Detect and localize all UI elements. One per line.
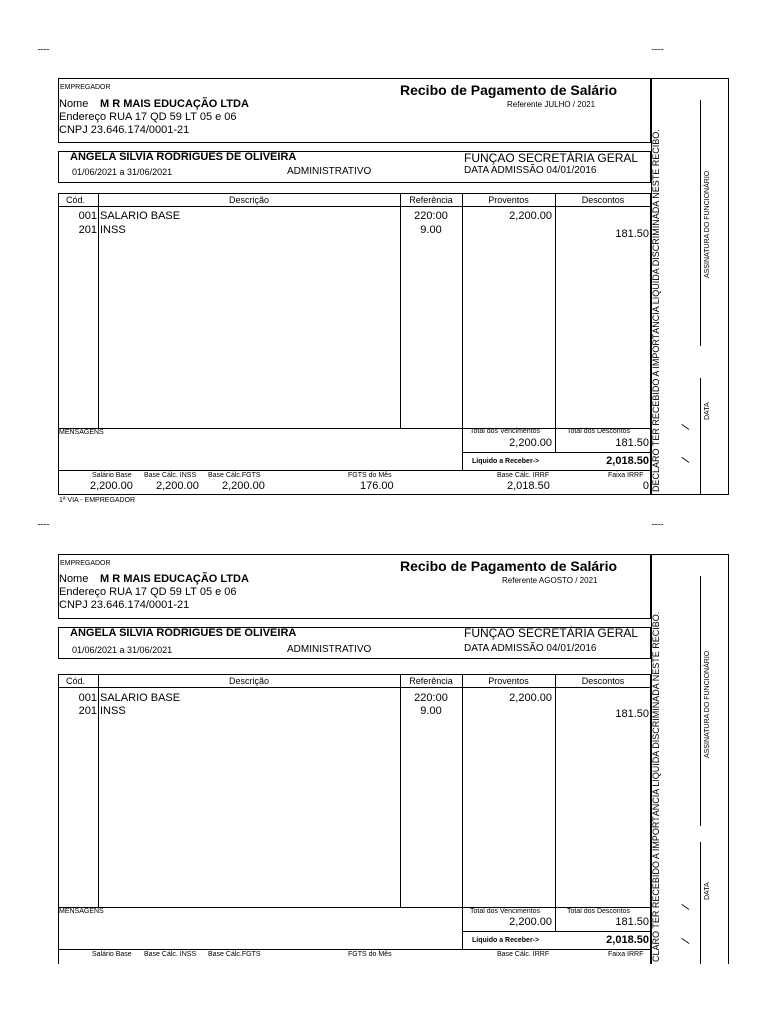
name-label: Nome <box>59 98 89 110</box>
inss-base-value: 2,200.00 <box>156 480 199 492</box>
inss-base-label: Base Cálc. INSS <box>144 472 197 479</box>
signature-label: ASSINATURA DO FUNCIONÁRIO <box>704 650 711 758</box>
declaration-text: DECLARO TER RECEBIDO A IMPORTÂNCIA LÍQUIDA DISCRIMINADA NESTE RECIBO. <box>651 129 661 492</box>
total-earnings-label: Total dos Vencimentos <box>470 428 541 435</box>
total-deductions-value: 181.50 <box>615 437 649 449</box>
row-deductions: 181.50 <box>615 228 649 240</box>
employer-label: EMPREGADOR <box>60 84 111 91</box>
row-reference: 220:00 <box>414 692 448 704</box>
employee-name: ANGELA SILVIA RODRIGUES DE OLIVEIRA <box>70 151 297 163</box>
col-deductions-header: Descontos <box>581 195 625 205</box>
col-earnings-header: Proventos <box>488 676 529 686</box>
total-earnings-value: 2,200.00 <box>509 916 552 928</box>
salary-base-label: Salário Base <box>92 951 132 958</box>
fgts-month-label: FGTS do Mês <box>348 472 392 479</box>
employer-label: EMPREGADOR <box>60 560 111 567</box>
row-reference: 9.00 <box>420 224 442 236</box>
pay-period: 01/06/2021 a 31/06/2021 <box>72 167 173 177</box>
employer-name: M R MAIS EDUCAÇÃO LTDA <box>100 573 249 585</box>
net-pay-label: Líquido a Receber-> <box>472 937 540 944</box>
row-reference: 9.00 <box>420 705 442 717</box>
signature-panel <box>651 554 729 964</box>
date-label: DATA <box>704 402 711 420</box>
reference-period: Referente AGOSTO / 2021 <box>502 576 598 585</box>
irrf-range-value: 0 <box>642 480 649 492</box>
signature-label: ASSINATURA DO FUNCIONÁRIO <box>704 170 711 278</box>
date-slash: / <box>678 903 693 911</box>
employee-function: FUNÇAO SECRETÁRIA GERAL <box>464 151 639 165</box>
row-reference: 220:00 <box>414 210 448 222</box>
name-label: Nome <box>59 573 89 585</box>
irrf-range-label: Faixa IRRF <box>608 472 644 479</box>
net-pay-label: Líquido a Receber-> <box>472 458 540 465</box>
pay-period: 01/06/2021 a 31/06/2021 <box>72 645 173 655</box>
fgts-base-value: 2,200.00 <box>222 480 265 492</box>
col-code-header: Cód. <box>66 676 86 686</box>
total-earnings-label: Total dos Vencimentos <box>470 908 541 915</box>
date-slash: / <box>678 456 693 464</box>
employee-name: ANGELA SILVIA RODRIGUES DE OLIVEIRA <box>70 627 297 639</box>
net-pay-value: 2,018.50 <box>606 934 649 946</box>
col-code-header: Cód. <box>66 195 86 205</box>
irrf-range-label: Faixa IRRF <box>608 951 644 958</box>
salary-base-label: Salário Base <box>92 472 132 479</box>
col-description-header: Descrição <box>228 195 269 205</box>
separator-dots: ........ <box>37 42 50 52</box>
employer-name: M R MAIS EDUCAÇÃO LTDA <box>100 98 249 110</box>
row-code: 001 <box>78 692 97 704</box>
col-reference-header: Referência <box>409 195 453 205</box>
payslip-receipt-1 <box>0 78 768 518</box>
col-earnings-header: Proventos <box>488 195 529 205</box>
row-description: INSS <box>100 705 126 717</box>
date-slash: / <box>678 937 693 945</box>
net-pay-value: 2,018.50 <box>606 455 649 467</box>
messages-label: MENSAGENS <box>59 908 104 915</box>
copy-via-label: 1ª VIA - EMPREGADOR <box>59 497 136 504</box>
row-description: SALARIO BASE <box>100 692 181 704</box>
employer-address: Endereço RUA 17 QD 59 LT 05 e 06 <box>59 111 237 123</box>
signature-panel <box>651 78 729 495</box>
declaration-text: CLARO TER RECEBIDO A IMPORTÂNCIA LÍQUIDA DISCRIMINADA NESTE RECIBO. <box>651 611 661 962</box>
irrf-base-label: Base Cálc. IRRF <box>497 472 550 479</box>
row-earnings: 2,200.00 <box>509 210 552 222</box>
row-earnings: 2,200.00 <box>509 692 552 704</box>
department: ADMINISTRATIVO <box>287 644 372 655</box>
total-earnings-value: 2,200.00 <box>509 437 552 449</box>
receipt-title: Recibo de Pagamento de Salário <box>400 82 618 98</box>
salary-base-value: 2,200.00 <box>90 480 133 492</box>
employee-function: FUNÇAO SECRETÁRIA GERAL <box>464 626 639 640</box>
fgts-base-label: Base Cálc.FGTS <box>208 951 261 958</box>
total-deductions-value: 181.50 <box>615 916 649 928</box>
department: ADMINISTRATIVO <box>287 166 372 177</box>
separator-dots: ........ <box>651 42 664 52</box>
separator-dots: ........ <box>651 517 664 527</box>
col-deductions-header: Descontos <box>581 676 625 686</box>
employer-cnpj: CNPJ 23.646.174/0001-21 <box>59 124 190 136</box>
row-deductions: 181.50 <box>615 708 649 720</box>
date-label: DATA <box>704 882 711 900</box>
inss-base-label: Base Cálc. INSS <box>144 951 197 958</box>
separator-dots: ........ <box>37 517 50 527</box>
fgts-month-label: FGTS do Mês <box>348 951 392 958</box>
admission-date: DATA ADMISSÃO 04/01/2016 <box>464 643 597 654</box>
payslip-receipt-2 <box>0 554 768 964</box>
admission-date: DATA ADMISSÃO 04/01/2016 <box>464 165 597 176</box>
row-code: 201 <box>78 224 97 236</box>
col-reference-header: Referência <box>409 676 453 686</box>
employer-cnpj: CNPJ 23.646.174/0001-21 <box>59 599 190 611</box>
row-description: INSS <box>100 224 126 236</box>
date-slash: / <box>678 423 693 431</box>
reference-period: Referente JULHO / 2021 <box>507 100 596 109</box>
irrf-base-value: 2,018.50 <box>507 480 550 492</box>
messages-label: MENSAGENS <box>59 429 104 436</box>
employer-address: Endereço RUA 17 QD 59 LT 05 e 06 <box>59 586 237 598</box>
row-description: SALARIO BASE <box>100 210 181 222</box>
row-code: 001 <box>78 210 97 222</box>
fgts-base-label: Base Cálc.FGTS <box>208 472 261 479</box>
row-code: 201 <box>78 705 97 717</box>
fgts-month-value: 176.00 <box>360 480 394 492</box>
irrf-base-label: Base Cálc. IRRF <box>497 951 550 958</box>
total-deductions-label: Total dos Descontos <box>567 428 631 435</box>
receipt-title: Recibo de Pagamento de Salário <box>400 558 618 574</box>
total-deductions-label: Total dos Descontos <box>567 908 631 915</box>
col-description-header: Descrição <box>228 676 269 686</box>
